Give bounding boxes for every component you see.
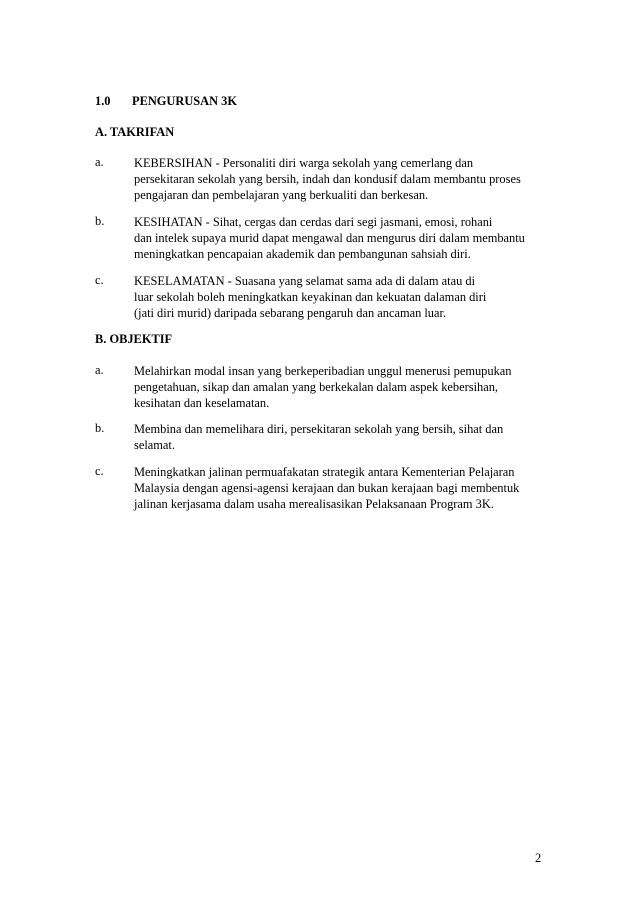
- item-text-line: pengetahuan, sikap dan amalan yang berkekalan dalam aspek kebersihan,: [134, 380, 498, 394]
- list-marker: b.: [95, 214, 105, 228]
- item-text-line: Membina dan memelihara diri, persekitaran sekolah yang bersih, sihat dan: [134, 422, 504, 436]
- page-number: 2: [535, 851, 542, 865]
- item-text-line: luar sekolah boleh meningkatkan keyakinan dan kekuatan dalaman diri: [134, 290, 487, 304]
- section-b-heading: B. OBJEKTIF: [95, 332, 173, 346]
- item-text-line: Malaysia dengan agensi-agensi kerajaan dan bukan kerajaan bagi membentuk: [134, 481, 520, 495]
- item-text-line: pengajaran dan pembelajaran yang berkualiti dan berkesan.: [134, 188, 429, 202]
- item-text-line: KESIHATAN - Sihat, cergas dan cerdas dari segi jasmani, emosi, rohani: [134, 215, 493, 229]
- item-text-line: dan intelek supaya murid dapat mengawal dan mengurus diri dalam membantu: [134, 231, 525, 245]
- item-text-line: persekitaran sekolah yang bersih, indah dan kondusif dalam membantu proses: [134, 172, 521, 186]
- item-text-line: meningkatkan pencapaian akademik dan pembangunan sahsiah diri.: [134, 247, 471, 261]
- list-marker: c.: [95, 464, 104, 478]
- item-text-line: KESELAMATAN - Suasana yang selamat sama ada di dalam atau di: [134, 274, 476, 288]
- item-text-line: jalinan kerjasama dalam usaha merealisasikan Pelaksanaan Program 3K.: [134, 497, 494, 511]
- item-text-line: selamat.: [134, 438, 175, 452]
- item-text-line: Meningkatkan jalinan permuafakatan strategik antara Kementerian Pelajaran: [134, 465, 515, 479]
- list-marker: a.: [95, 155, 104, 169]
- item-text-line: (jati diri murid) daripada sebarang pengaruh dan ancaman luar.: [134, 306, 447, 320]
- main-heading-number: 1.0: [95, 94, 111, 108]
- list-marker: a.: [95, 363, 104, 377]
- list-marker: b.: [95, 421, 105, 435]
- item-text-line: kesihatan dan keselamatan.: [134, 396, 270, 410]
- item-text-line: Melahirkan modal insan yang berkeperibadian unggul menerusi pemupukan: [134, 364, 512, 378]
- list-marker: c.: [95, 273, 104, 287]
- main-heading-title: PENGURUSAN 3K: [132, 94, 237, 108]
- section-a-heading: A. TAKRIFAN: [95, 125, 175, 139]
- item-text-line: KEBERSIHAN - Personaliti diri warga sekolah yang cemerlang dan: [134, 156, 474, 170]
- main-heading: [95, 94, 237, 109]
